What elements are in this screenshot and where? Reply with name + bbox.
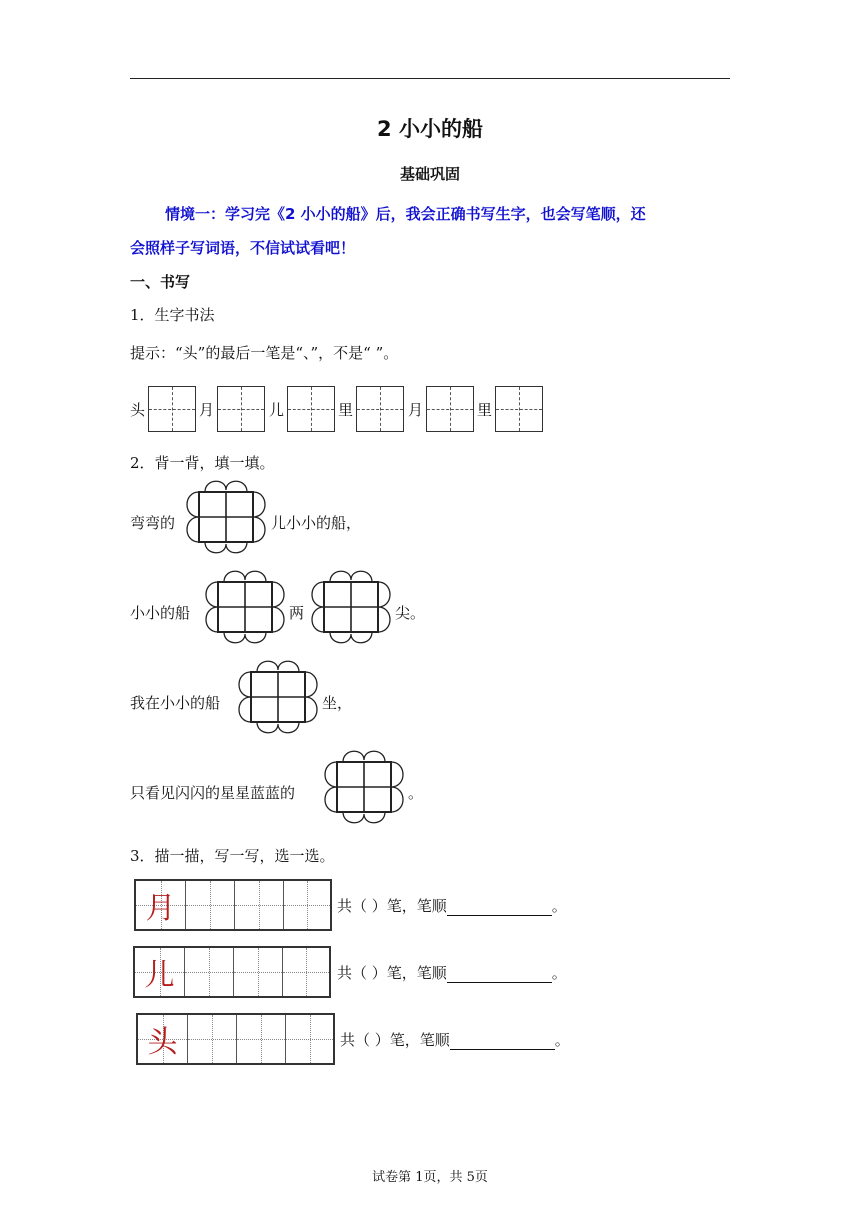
tian-grid[interactable]	[356, 386, 404, 432]
q1-char-3: 儿	[269, 401, 285, 419]
q3-row1-before: 共（ ）笔，笔顺	[337, 897, 447, 915]
q2-line2-before: 小小的船	[130, 604, 191, 622]
q3-row2-text	[337, 962, 567, 983]
page-title: 2 小小的船	[377, 117, 483, 141]
model-cell	[138, 1015, 188, 1063]
practice-cell[interactable]	[188, 1015, 237, 1063]
practice-cell[interactable]	[185, 948, 234, 996]
page-footer: 试卷第 1页，共 5页	[372, 1170, 488, 1185]
tian-grid[interactable]	[495, 386, 543, 432]
scenario-line-2: 会照样子写词语，不信试试看吧！	[130, 239, 356, 257]
flower-grid[interactable]	[235, 660, 321, 734]
q1-char-4: 里	[338, 401, 354, 419]
q2-line3-before: 我在小小的船	[130, 694, 221, 712]
q1-char-2: 月	[199, 401, 215, 419]
answer-blank[interactable]	[447, 964, 552, 983]
q2-line3-after: 坐，	[322, 694, 353, 712]
stroke-grid-row	[133, 946, 331, 998]
scenario-line-1: 情境一：学习完《2 小小的船》后，我会正确书写生字，也会写笔顺，还	[165, 205, 646, 223]
tian-grid[interactable]	[217, 386, 265, 432]
tian-grid[interactable]	[287, 386, 335, 432]
q3-row3-after: 。	[554, 1031, 570, 1049]
q3-heading: 3．描一描，写一写，选一选。	[130, 847, 335, 865]
page-subtitle: 基础巩固	[399, 165, 460, 183]
tian-grid[interactable]	[426, 386, 474, 432]
q2-line2-middle: 两	[289, 604, 305, 622]
section-heading: 一、书写	[130, 273, 191, 291]
model-char: 儿	[144, 958, 175, 993]
q1-char-1: 头	[130, 401, 146, 419]
model-cell	[135, 948, 185, 996]
q2-line1-after: 儿小小的船，	[271, 514, 362, 532]
flower-grid[interactable]	[321, 750, 407, 824]
practice-cell[interactable]	[186, 881, 235, 929]
q1-hint: 提示：“头”的最后一笔是“、”，不是“ ”。	[130, 344, 399, 362]
q1-heading: 1．生字书法	[130, 306, 215, 324]
model-char: 月	[145, 891, 176, 926]
q3-row1-text	[337, 895, 567, 916]
q2-line4-before: 只看见闪闪的星星蓝蓝的	[130, 784, 296, 802]
flower-grid[interactable]	[202, 570, 288, 644]
practice-cell[interactable]	[286, 1015, 333, 1063]
q1-char-5: 月	[408, 401, 424, 419]
q3-row3-text	[340, 1029, 570, 1050]
practice-cell[interactable]	[235, 881, 284, 929]
q1-char-6: 里	[477, 401, 493, 419]
q3-row2-before: 共（ ）笔，笔顺	[337, 964, 447, 982]
stroke-grid-row	[134, 879, 332, 931]
practice-cell[interactable]	[283, 948, 329, 996]
q3-row2-after: 。	[551, 964, 567, 982]
tian-grid[interactable]	[148, 386, 196, 432]
practice-cell[interactable]	[234, 948, 283, 996]
flower-grid[interactable]	[183, 480, 269, 554]
model-char: 头	[147, 1025, 178, 1060]
q2-line4-after: 。	[408, 784, 424, 802]
q2-line2-after: 尖。	[395, 604, 426, 622]
flower-grid[interactable]	[308, 570, 394, 644]
top-rule	[130, 78, 730, 79]
q3-row1-after: 。	[551, 897, 567, 915]
q2-line1-before: 弯弯的	[130, 514, 176, 532]
answer-blank[interactable]	[447, 897, 552, 916]
model-cell	[136, 881, 186, 929]
practice-cell[interactable]	[284, 881, 330, 929]
answer-blank[interactable]	[450, 1031, 555, 1050]
practice-cell[interactable]	[237, 1015, 286, 1063]
stroke-grid-row	[136, 1013, 335, 1065]
q2-heading: 2．背一背，填一填。	[130, 454, 275, 472]
q3-row3-before: 共（ ）笔，笔顺	[340, 1031, 450, 1049]
